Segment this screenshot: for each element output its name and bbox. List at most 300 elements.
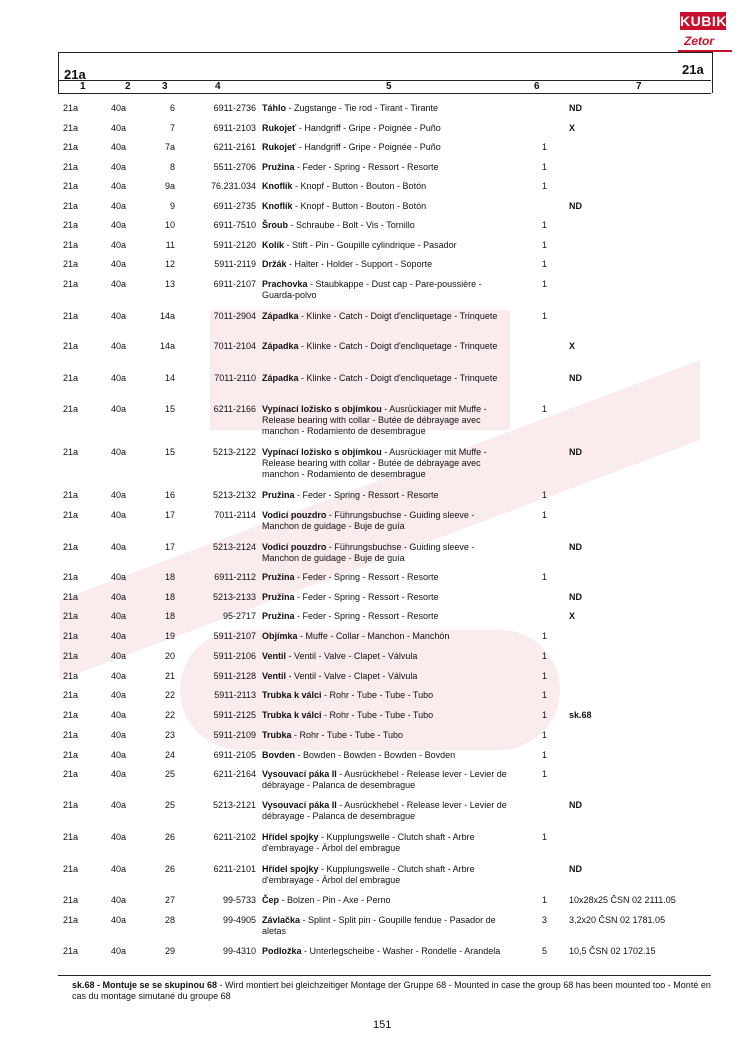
col1-cell: 21a	[63, 510, 79, 520]
logo-brand: KUBIK	[680, 13, 727, 29]
quantity-cell: 1	[542, 510, 548, 520]
part-translations: - Rohr - Tube - Tube - Tubo	[321, 690, 434, 700]
description-cell	[262, 373, 510, 384]
note-cell: 10x28x25 ČSN 02 2111.05	[569, 895, 676, 905]
col2-cell: 40a	[111, 341, 127, 351]
col4-cell: 5911-2107	[213, 631, 256, 641]
col4-cell: 6911-2107	[213, 279, 256, 289]
section-label-right: 21a	[682, 62, 704, 77]
description-cell	[262, 710, 510, 721]
part-translations: - Knopf - Button - Bouton - Botón	[292, 181, 427, 191]
description-cell	[262, 220, 510, 231]
col1-cell: 21a	[63, 800, 79, 810]
quantity-cell: 1	[542, 311, 548, 321]
description-cell	[262, 800, 510, 822]
col3-cell: 8	[169, 162, 175, 172]
col2-cell: 40a	[111, 510, 127, 520]
col2-cell: 40a	[111, 220, 127, 230]
col1-cell: 21a	[63, 259, 79, 269]
description-cell	[262, 542, 510, 564]
col3-cell: 13	[164, 279, 175, 289]
col1-cell: 21a	[63, 572, 79, 582]
part-translations: - Zugstange - Tie rod - Tirant - Tirante	[286, 103, 439, 113]
col-header-2: 2	[125, 81, 131, 92]
part-name: Vypínací ložisko s objímkou	[262, 404, 382, 414]
description-cell	[262, 671, 510, 682]
col2-cell: 40a	[111, 490, 127, 500]
col3-cell: 29	[164, 946, 175, 956]
description-cell	[262, 311, 510, 322]
part-translations: - Schraube - Bolt - Vis - Tornillo	[288, 220, 415, 230]
description-cell	[262, 259, 510, 270]
quantity-cell: 1	[542, 490, 548, 500]
part-name: Vypínací ložisko s objímkou	[262, 447, 382, 457]
col1-cell: 21a	[63, 240, 79, 250]
part-name: Objímka	[262, 631, 298, 641]
col4-cell: 5911-2113	[214, 690, 256, 700]
col4-cell: 6911-2112	[214, 572, 256, 582]
col2-cell: 40a	[111, 710, 127, 720]
col-header-6: 6	[534, 81, 540, 92]
description-cell	[262, 142, 510, 153]
part-name: Vysouvací páka II	[262, 769, 337, 779]
col4-cell: 7011-2104	[213, 341, 256, 351]
note-cell: ND	[569, 447, 582, 457]
col3-cell: 10	[164, 220, 175, 230]
col1-cell: 21a	[63, 162, 79, 172]
col1-cell: 21a	[63, 220, 79, 230]
col3-cell: 18	[164, 611, 175, 621]
col4-cell: 5911-2128	[213, 671, 256, 681]
description-cell	[262, 447, 510, 480]
description-cell	[262, 510, 510, 532]
col2-cell: 40a	[111, 240, 127, 250]
col3-cell: 25	[164, 769, 175, 779]
description-cell	[262, 915, 510, 937]
part-name: Pružina	[262, 490, 295, 500]
col4-cell: 6911-2736	[213, 103, 256, 113]
col3-cell: 23	[164, 730, 175, 740]
description-cell	[262, 864, 510, 886]
note-cell: X	[569, 611, 576, 621]
part-name: Trubka	[262, 730, 292, 740]
col3-cell: 20	[164, 651, 175, 661]
col1-cell: 21a	[63, 690, 79, 700]
note-cell: 10,5 ČSN 02 1702.15	[569, 946, 656, 956]
quantity-cell: 1	[542, 572, 548, 582]
description-cell	[262, 404, 510, 437]
col1-cell: 21a	[63, 750, 79, 760]
part-name: Rukojeť	[262, 123, 297, 133]
col3-cell: 18	[164, 572, 175, 582]
col3-cell: 11	[165, 240, 175, 250]
col4-cell: 5213-2121	[212, 800, 256, 810]
quantity-cell: 1	[542, 671, 548, 681]
col4-cell: 5911-2106	[213, 651, 256, 661]
quantity-cell: 1	[542, 162, 548, 172]
col2-cell: 40a	[111, 447, 127, 457]
col3-cell: 26	[164, 864, 175, 874]
part-name: Táhlo	[262, 103, 286, 113]
col2-cell: 40a	[111, 592, 127, 602]
part-translations: - Führungsbuchse - Guiding sleeve - Manchon de guidage - Buje de guía	[262, 542, 475, 563]
part-translations: - Splint - Split pin - Goupille fendue - Pasador de aletas	[262, 915, 496, 936]
part-name: Šroub	[262, 220, 288, 230]
part-translations: - Kupplungswelle - Clutch shaft - Arbre d'embrayage - Árbol del embrague	[262, 832, 475, 853]
part-name: Knoflík	[262, 201, 293, 211]
col2-cell: 40a	[111, 671, 127, 681]
quantity-cell: 1	[542, 142, 548, 152]
note-cell: X	[569, 123, 576, 133]
col-header-4: 4	[215, 81, 221, 92]
col1-cell: 21a	[63, 895, 79, 905]
part-translations: - Ventil - Valve - Clapet - Válvula	[286, 671, 418, 681]
quantity-cell: 3	[542, 915, 548, 925]
description-cell	[262, 946, 510, 957]
quantity-cell: 1	[542, 832, 548, 842]
col2-cell: 40a	[111, 542, 127, 552]
part-translations: - Stift - Pin - Goupille cylindrique - Pasador	[284, 240, 457, 250]
col2-cell: 40a	[111, 690, 127, 700]
part-translations: - Feder - Spring - Ressort - Resorte	[294, 162, 439, 172]
part-name: Hřídel spojky	[262, 832, 319, 842]
page-number: 151	[373, 1019, 392, 1031]
part-translations: - Bolzen - Pin - Axe - Perno	[279, 895, 391, 905]
quantity-cell: 1	[542, 730, 548, 740]
part-name: Podložka	[262, 946, 302, 956]
col1-cell: 21a	[63, 710, 79, 720]
col4-cell: 99-4310	[222, 946, 256, 956]
col4-cell: 5911-2125	[213, 710, 256, 720]
col3-cell: 14a	[159, 341, 175, 351]
col1-cell: 21a	[63, 490, 79, 500]
note-cell: ND	[569, 103, 582, 113]
part-name: Bovden	[262, 750, 296, 760]
part-name: Kolík	[262, 240, 285, 250]
quantity-cell: 1	[542, 651, 548, 661]
description-cell	[262, 279, 510, 301]
col4-cell: 6911-7510	[213, 220, 256, 230]
quantity-cell: 1	[542, 279, 548, 289]
col2-cell: 40a	[111, 631, 127, 641]
col1-cell: 21a	[63, 123, 79, 133]
col1-cell: 21a	[63, 611, 79, 621]
col4-cell: 5911-2109	[213, 730, 256, 740]
col3-cell: 12	[164, 259, 175, 269]
description-cell	[262, 651, 510, 662]
part-name: Západka	[262, 341, 299, 351]
part-name: Pružina	[262, 572, 295, 582]
description-cell	[262, 690, 510, 701]
part-translations: - Ausrückiager mit Muffe - Release bearing with collar - Butée de débrayage avec manchon - Rodamiento de desembrague	[262, 404, 487, 436]
quantity-cell: 1	[542, 750, 548, 760]
part-translations: - Kupplungswelle - Clutch shaft - Arbre d'embrayage - Árbol del embrague	[262, 864, 475, 885]
col2-cell: 40a	[111, 864, 127, 874]
description-cell	[262, 123, 510, 134]
part-name: Ventil	[262, 671, 287, 681]
col3-cell: 9a	[164, 181, 175, 191]
col-header-5: 5	[386, 81, 392, 92]
col2-cell: 40a	[111, 279, 127, 289]
part-translations: - Klinke - Catch - Doigt d'encliquetage - Trinquete	[298, 311, 498, 321]
description-cell	[262, 572, 510, 583]
col1-cell: 21a	[63, 103, 79, 113]
col4-cell: 5213-2124	[212, 542, 256, 552]
description-cell	[262, 240, 510, 251]
col3-cell: 14a	[159, 311, 175, 321]
quantity-cell: 1	[542, 895, 548, 905]
col1-cell: 21a	[63, 915, 79, 925]
part-translations: - Klinke - Catch - Doigt d'encliquetage - Trinquete	[298, 373, 498, 383]
col1-cell: 21a	[63, 404, 79, 414]
col3-cell: 14	[164, 373, 175, 383]
col4-cell: 5213-2122	[212, 447, 256, 457]
col3-cell: 22	[164, 710, 175, 720]
part-translations: - Bowden - Bowden - Bowden - Bovden	[295, 750, 456, 760]
col2-cell: 40a	[111, 123, 127, 133]
col3-cell: 27	[164, 895, 175, 905]
description-cell	[262, 611, 510, 622]
col2-cell: 40a	[111, 651, 127, 661]
col2-cell: 40a	[111, 162, 127, 172]
col1-cell: 21a	[63, 832, 79, 842]
col2-cell: 40a	[111, 730, 127, 740]
quantity-cell: 5	[542, 946, 548, 956]
quantity-cell: 1	[542, 240, 548, 250]
part-translations: - Handgriff - Gripe - Poignée - Puño	[296, 142, 441, 152]
part-translations: - Klinke - Catch - Doigt d'encliquetage - Trinquete	[298, 341, 498, 351]
col4-cell: 6211-2161	[213, 142, 256, 152]
quantity-cell: 1	[542, 690, 548, 700]
col4-cell: 6911-2103	[213, 123, 256, 133]
part-translations: - Ventil - Valve - Clapet - Válvula	[286, 651, 418, 661]
part-translations: - Ausrückiager mit Muffe - Release bearing with collar - Butée de débrayage avec manchon - Rodamiento de desembrague	[262, 447, 487, 479]
part-translations: - Handgriff - Gripe - Poignée - Puño	[296, 123, 441, 133]
description-cell	[262, 592, 510, 603]
part-name: Pružina	[262, 611, 295, 621]
quantity-cell: 1	[542, 769, 548, 779]
col1-cell: 21a	[63, 631, 79, 641]
col3-cell: 28	[164, 915, 175, 925]
logo-sub: Zetor	[684, 34, 714, 48]
col4-cell: 6911-2735	[213, 201, 256, 211]
part-translations: - Rohr - Tube - Tube - Tubo	[291, 730, 404, 740]
description-cell	[262, 730, 510, 741]
col4-cell: 6211-2102	[213, 832, 256, 842]
note-cell: X	[569, 341, 576, 351]
col1-cell: 21a	[63, 373, 79, 383]
note-cell: ND	[569, 201, 582, 211]
col2-cell: 40a	[111, 201, 127, 211]
description-cell	[262, 832, 510, 854]
col2-cell: 40a	[111, 103, 127, 113]
col4-cell: 5911-2120	[213, 240, 256, 250]
col3-cell: 16	[164, 490, 175, 500]
col4-cell: 7011-2904	[213, 311, 256, 321]
part-name: Čep	[262, 895, 280, 905]
col1-cell: 21a	[63, 769, 79, 779]
col3-cell: 19	[164, 631, 175, 641]
col2-cell: 40a	[111, 895, 127, 905]
col2-cell: 40a	[111, 611, 127, 621]
part-name: Hřídel spojky	[262, 864, 319, 874]
footnote-text: - Wird montiert bei gleichzeitiger Montage der Gruppe 68 - Mounted in case the group 68 has been mounted too - Monté en cas du montage simutané du groupe 68	[72, 980, 711, 1001]
col3-cell: 6	[169, 103, 175, 113]
col4-cell: 7011-2110	[214, 373, 256, 383]
col4-cell: 5511-2706	[213, 162, 256, 172]
col4-cell: 5911-2119	[214, 259, 256, 269]
part-name: Trubka k válci	[262, 690, 322, 700]
part-translations: - Feder - Spring - Ressort - Resorte	[294, 490, 439, 500]
col1-cell: 21a	[63, 341, 79, 351]
col4-cell: 76.231.034	[210, 181, 256, 191]
part-translations: - Rohr - Tube - Tube - Tubo	[321, 710, 434, 720]
part-name: Knoflík	[262, 181, 293, 191]
part-translations: - Ausrückhebel - Release lever - Levier de débrayage - Palanca de desembrague	[262, 769, 507, 790]
description-cell	[262, 895, 510, 906]
col3-cell: 21	[164, 671, 175, 681]
col1-cell: 21a	[63, 651, 79, 661]
col2-cell: 40a	[111, 750, 127, 760]
col4-cell: 5213-2133	[212, 592, 256, 602]
description-cell	[262, 769, 510, 791]
part-name: Pružina	[262, 162, 295, 172]
col2-cell: 40a	[111, 259, 127, 269]
col4-cell: 6911-2105	[213, 750, 256, 760]
col1-cell: 21a	[63, 201, 79, 211]
col3-cell: 24	[164, 750, 175, 760]
col2-cell: 40a	[111, 832, 127, 842]
col4-cell: 99-5733	[222, 895, 256, 905]
part-translations: - Feder - Spring - Ressort - Resorte	[294, 592, 439, 602]
quantity-cell: 1	[542, 404, 548, 414]
col2-cell: 40a	[111, 373, 127, 383]
col1-cell: 21a	[63, 181, 79, 191]
quantity-cell: 1	[542, 710, 548, 720]
col3-cell: 15	[164, 404, 175, 414]
description-cell	[262, 181, 510, 192]
col4-cell: 6211-2101	[213, 864, 256, 874]
part-name: Vodicí pouzdro	[262, 542, 327, 552]
description-cell	[262, 201, 510, 212]
col3-cell: 17	[164, 510, 175, 520]
col1-cell: 21a	[63, 946, 79, 956]
part-name: Držák	[262, 259, 287, 269]
col2-cell: 40a	[111, 404, 127, 414]
footer-divider	[58, 975, 711, 976]
section-label-left: 21a	[64, 67, 86, 82]
part-name: Rukojeť	[262, 142, 297, 152]
col4-cell: 6211-2166	[213, 404, 256, 414]
quantity-cell: 1	[542, 181, 548, 191]
col2-cell: 40a	[111, 572, 127, 582]
note-cell: ND	[569, 864, 582, 874]
col3-cell: 7	[169, 123, 175, 133]
col1-cell: 21a	[63, 542, 79, 552]
quantity-cell: 1	[542, 259, 548, 269]
col2-cell: 40a	[111, 800, 127, 810]
col1-cell: 21a	[63, 311, 79, 321]
quantity-cell: 1	[542, 631, 548, 641]
part-name: Závlačka	[262, 915, 301, 925]
col1-cell: 21a	[63, 447, 79, 457]
col1-cell: 21a	[63, 730, 79, 740]
part-name: Západka	[262, 311, 299, 321]
note-cell: sk.68	[569, 710, 592, 720]
description-cell	[262, 103, 510, 114]
col3-cell: 17	[164, 542, 175, 552]
col3-cell: 9	[169, 201, 175, 211]
part-translations: - Ausrückhebel - Release lever - Levier de débrayage - Palanca de desembrague	[262, 800, 507, 821]
part-translations: - Führungsbuchse - Guiding sleeve - Manchon de guidage - Buje de guía	[262, 510, 475, 531]
col4-cell: 6211-2164	[213, 769, 256, 779]
description-cell	[262, 631, 510, 642]
part-name: Trubka k válci	[262, 710, 322, 720]
part-translations: - Feder - Spring - Ressort - Resorte	[294, 611, 439, 621]
col3-cell: 22	[164, 690, 175, 700]
col4-cell: 5213-2132	[212, 490, 256, 500]
col1-cell: 21a	[63, 592, 79, 602]
col2-cell: 40a	[111, 946, 127, 956]
col3-cell: 15	[164, 447, 175, 457]
footnote-label: sk.68 - Montuje se se skupinou 68	[72, 980, 218, 990]
part-translations: - Muffe - Collar - Manchon - Manchón	[297, 631, 450, 641]
col-header-3: 3	[162, 81, 168, 92]
col2-cell: 40a	[111, 915, 127, 925]
note-cell: ND	[569, 542, 582, 552]
col-header-1: 1	[80, 81, 86, 92]
part-translations: - Unterlegscheibe - Washer - Rondelle - Arandela	[301, 946, 501, 956]
part-name: Prachovka	[262, 279, 308, 289]
part-translations: - Staubkappe - Dust cap - Pare-poussière - Guarda-polvo	[262, 279, 482, 300]
col4-cell: 7011-2114	[214, 510, 256, 520]
part-name: Vodicí pouzdro	[262, 510, 327, 520]
part-name: Ventil	[262, 651, 287, 661]
description-cell	[262, 750, 510, 761]
part-name: Vysouvací páka II	[262, 800, 337, 810]
note-cell: ND	[569, 373, 582, 383]
col1-cell: 21a	[63, 864, 79, 874]
part-name: Pružina	[262, 592, 295, 602]
column-header-row	[58, 80, 711, 94]
col3-cell: 25	[164, 800, 175, 810]
col2-cell: 40a	[111, 181, 127, 191]
part-translations: - Knopf - Button - Bouton - Botón	[292, 201, 427, 211]
col2-cell: 40a	[111, 311, 127, 321]
note-cell: 3,2x20 ČSN 02 1781.05	[569, 915, 666, 925]
description-cell	[262, 341, 510, 352]
col1-cell: 21a	[63, 142, 79, 152]
footnote	[72, 980, 712, 1002]
part-translations: - Halter - Holder - Support - Soporte	[286, 259, 433, 269]
note-cell: ND	[569, 592, 582, 602]
col2-cell: 40a	[111, 769, 127, 779]
description-cell	[262, 162, 510, 173]
col4-cell: 99-4905	[222, 915, 256, 925]
col4-cell: 95-2717	[222, 611, 256, 621]
part-translations: - Feder - Spring - Ressort - Resorte	[294, 572, 439, 582]
col-header-7: 7	[636, 81, 642, 92]
col3-cell: 26	[164, 832, 175, 842]
col2-cell: 40a	[111, 142, 127, 152]
quantity-cell: 1	[542, 220, 548, 230]
col3-cell: 18	[164, 592, 175, 602]
col1-cell: 21a	[63, 279, 79, 289]
part-name: Západka	[262, 373, 299, 383]
col1-cell: 21a	[63, 671, 79, 681]
note-cell: ND	[569, 800, 582, 810]
description-cell	[262, 490, 510, 501]
